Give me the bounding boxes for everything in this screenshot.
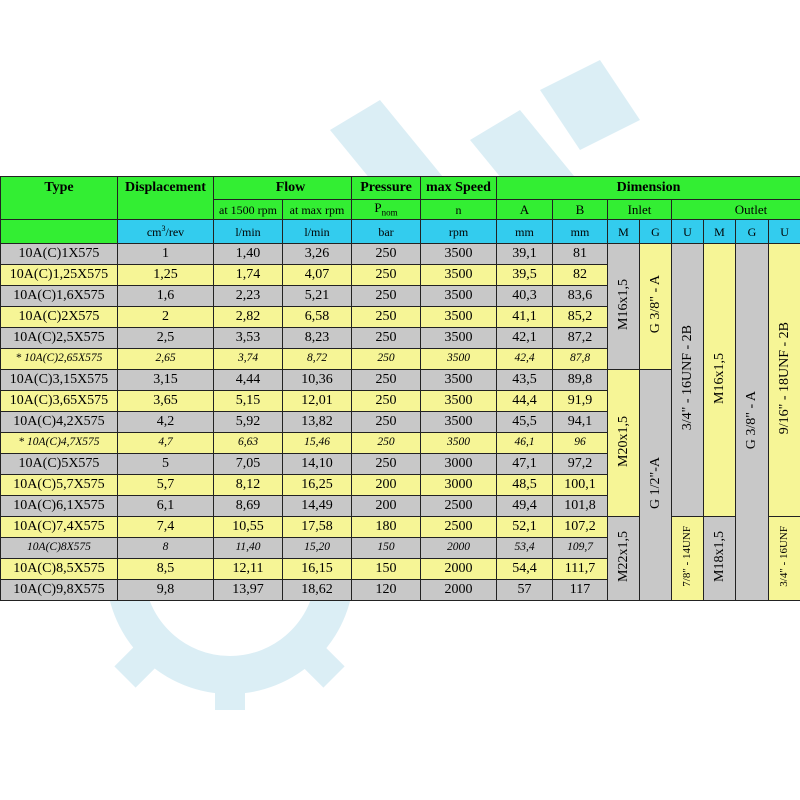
flow-max-cell: 12,01 [283, 391, 352, 412]
type-cell: * 10A(C)4,7X575 [1, 433, 118, 454]
outlet-u-label-1: 9/16" - 18UNF - 2B [776, 321, 792, 435]
displacement-cell: 1,6 [118, 286, 214, 307]
type-cell: 10A(C)2X575 [1, 307, 118, 328]
outlet-g-label-1: G 3/8" - A [744, 390, 759, 450]
dim-b-cell: 117 [553, 580, 608, 601]
type-header: Type [1, 177, 118, 220]
flow-max-cell: 16,15 [283, 559, 352, 580]
displacement-cell: 2,65 [118, 349, 214, 370]
displacement-cell: 5 [118, 454, 214, 475]
type-cell: 10A(C)9,8X575 [1, 580, 118, 601]
type-cell: 10A(C)5X575 [1, 454, 118, 475]
flow-max-cell: 17,58 [283, 517, 352, 538]
pressure-cell: 250 [352, 412, 421, 433]
flow-1500-cell: 6,63 [214, 433, 283, 454]
displacement-cell: 5,7 [118, 475, 214, 496]
dim-b-cell: 97,2 [553, 454, 608, 475]
displacement-cell: 6,1 [118, 496, 214, 517]
header-row-1 [1, 177, 800, 200]
dim-a-cell: 44,4 [497, 391, 553, 412]
flow-1500-cell: 7,05 [214, 454, 283, 475]
dim-b-cell: 85,2 [553, 307, 608, 328]
dim-a-cell: 42,4 [497, 349, 553, 370]
disp-unit-tail: /rev [165, 225, 185, 239]
dim-b-cell: 91,9 [553, 391, 608, 412]
pressure-header: Pressure [352, 177, 421, 200]
dim-a-header: A [497, 200, 553, 220]
dim-b-cell: 107,2 [553, 517, 608, 538]
dim-b-cell: 111,7 [553, 559, 608, 580]
outlet-g-group-1 [736, 244, 769, 601]
flow-1500-cell: 8,12 [214, 475, 283, 496]
dim-b-cell: 87,2 [553, 328, 608, 349]
speed-cell: 3500 [421, 244, 497, 265]
inlet-m-group-1 [608, 244, 640, 370]
displacement-unit [118, 220, 214, 244]
flow-max-cell: 3,26 [283, 244, 352, 265]
dim-b-cell: 82 [553, 265, 608, 286]
dim-a-cell: 57 [497, 580, 553, 601]
dim-b-cell: 94,1 [553, 412, 608, 433]
dim-a-cell: 41,1 [497, 307, 553, 328]
units-row [1, 220, 800, 244]
inlet-u-label-2: 7/8" - 14UNF [681, 526, 693, 587]
flow-1500-cell: 3,53 [214, 328, 283, 349]
inlet-m-unit: M [608, 220, 640, 244]
flow-max-cell: 14,10 [283, 454, 352, 475]
pressure-cell: 150 [352, 538, 421, 559]
flow-max-cell: 15,20 [283, 538, 352, 559]
flow-1500-cell: 4,44 [214, 370, 283, 391]
outlet-u-group-1 [769, 244, 800, 517]
outlet-u-label-2: 3/4" - 16UNF [778, 526, 791, 587]
speed-cell: 3500 [421, 328, 497, 349]
inlet-u-label-1: 3/4" - 16UNF - 2B [679, 325, 695, 431]
speed-cell: 3500 [421, 265, 497, 286]
outlet-u-group-2 [769, 517, 800, 601]
pressure-nominal-header [352, 200, 421, 220]
outlet-m-group-2 [704, 517, 736, 601]
dim-a-cell: 39,5 [497, 265, 553, 286]
pressure-cell: 250 [352, 307, 421, 328]
outlet-m-label-2: M18x1,5 [711, 531, 727, 582]
speed-cell: 3000 [421, 454, 497, 475]
type-cell: 10A(C)1,6X575 [1, 286, 118, 307]
displacement-cell: 1,25 [118, 265, 214, 286]
inlet-header: Inlet [608, 200, 672, 220]
flow-max-cell: 10,36 [283, 370, 352, 391]
table-row [1, 517, 800, 538]
dim-a-cell: 40,3 [497, 286, 553, 307]
pressure-cell: 200 [352, 496, 421, 517]
speed-cell: 2000 [421, 559, 497, 580]
displacement-cell: 3,65 [118, 391, 214, 412]
flow-1500-header: at 1500 rpm [214, 200, 283, 220]
flow-header: Flow [214, 177, 352, 200]
dim-a-cell: 39,1 [497, 244, 553, 265]
pressure-cell: 200 [352, 475, 421, 496]
displacement-cell: 8,5 [118, 559, 214, 580]
displacement-cell: 4,7 [118, 433, 214, 454]
flow-max-header: at max rpm [283, 200, 352, 220]
flow-1500-cell: 12,11 [214, 559, 283, 580]
type-cell: 10A(C)2,5X575 [1, 328, 118, 349]
pressure-cell: 250 [352, 244, 421, 265]
flow-1500-unit: l/min [214, 220, 283, 244]
displacement-cell: 2,5 [118, 328, 214, 349]
speed-cell: 2500 [421, 517, 497, 538]
speed-cell: 3500 [421, 286, 497, 307]
dim-a-unit: mm [497, 220, 553, 244]
inlet-m-label-3: M22x1,5 [615, 531, 631, 582]
flow-max-cell: 8,72 [283, 349, 352, 370]
dim-a-cell: 45,5 [497, 412, 553, 433]
flow-max-cell: 15,46 [283, 433, 352, 454]
flow-max-cell: 14,49 [283, 496, 352, 517]
table-row [1, 244, 800, 265]
dim-b-cell: 96 [553, 433, 608, 454]
pressure-cell: 180 [352, 517, 421, 538]
dim-a-cell: 48,5 [497, 475, 553, 496]
displacement-cell: 2 [118, 307, 214, 328]
outlet-g-unit: G [736, 220, 769, 244]
type-cell: 10A(C)7,4X575 [1, 517, 118, 538]
flow-1500-cell: 1,40 [214, 244, 283, 265]
flow-max-cell: 4,07 [283, 265, 352, 286]
max-speed-header: max Speed [421, 177, 497, 200]
dim-a-cell: 49,4 [497, 496, 553, 517]
flow-max-cell: 13,82 [283, 412, 352, 433]
flow-max-cell: 18,62 [283, 580, 352, 601]
speed-cell: 3000 [421, 475, 497, 496]
flow-max-cell: 5,21 [283, 286, 352, 307]
speed-unit: rpm [421, 220, 497, 244]
type-cell: 10A(C)5,7X575 [1, 475, 118, 496]
flow-1500-cell: 8,69 [214, 496, 283, 517]
type-cell: 10A(C)3,15X575 [1, 370, 118, 391]
dim-b-cell: 101,8 [553, 496, 608, 517]
inlet-u-group-1 [672, 244, 704, 517]
inlet-u-group-2 [672, 517, 704, 601]
flow-max-cell: 6,58 [283, 307, 352, 328]
type-cell: 10A(C)3,65X575 [1, 391, 118, 412]
type-cell: 10A(C)8,5X575 [1, 559, 118, 580]
dim-a-cell: 54,4 [497, 559, 553, 580]
dimension-header: Dimension [497, 177, 800, 200]
pressure-cell: 250 [352, 349, 421, 370]
pressure-cell: 150 [352, 559, 421, 580]
p-nom-sub: nom [381, 207, 398, 218]
flow-1500-cell: 5,92 [214, 412, 283, 433]
flow-1500-cell: 10,55 [214, 517, 283, 538]
speed-cell: 2000 [421, 580, 497, 601]
flow-1500-cell: 2,23 [214, 286, 283, 307]
speed-cell: 3500 [421, 391, 497, 412]
inlet-g-label-1: G 3/8" - A [647, 275, 663, 334]
outlet-u-unit: U [769, 220, 800, 244]
speed-cell: 2500 [421, 496, 497, 517]
dim-b-cell: 81 [553, 244, 608, 265]
inlet-g-unit: G [640, 220, 672, 244]
type-cell: 10A(C)8X575 [1, 538, 118, 559]
flow-1500-cell: 3,74 [214, 349, 283, 370]
disp-unit-base: cm [146, 225, 162, 239]
flow-max-unit: l/min [283, 220, 352, 244]
inlet-g-label-2: G 1/2"-A [647, 457, 663, 509]
type-cell: 10A(C)1X575 [1, 244, 118, 265]
inlet-m-group-2 [608, 370, 640, 517]
dim-a-cell: 46,1 [497, 433, 553, 454]
inlet-u-unit: U [672, 220, 704, 244]
pressure-cell: 250 [352, 286, 421, 307]
pressure-cell: 250 [352, 391, 421, 412]
inlet-m-group-3 [608, 517, 640, 601]
pump-spec-table [0, 176, 800, 601]
pressure-cell: 120 [352, 580, 421, 601]
pressure-cell: 250 [352, 370, 421, 391]
type-cell: * 10A(C)2,65X575 [1, 349, 118, 370]
inlet-g-group-1 [640, 244, 672, 370]
dim-a-cell: 53,4 [497, 538, 553, 559]
type-cell: 10A(C)1,25X575 [1, 265, 118, 286]
speed-cell: 3500 [421, 412, 497, 433]
flow-max-cell: 16,25 [283, 475, 352, 496]
displacement-cell: 1 [118, 244, 214, 265]
dim-a-cell: 47,1 [497, 454, 553, 475]
outlet-m-label-1: M16x1,5 [711, 352, 727, 404]
dim-a-cell: 52,1 [497, 517, 553, 538]
pressure-cell: 250 [352, 433, 421, 454]
flow-1500-cell: 11,40 [214, 538, 283, 559]
dim-b-cell: 87,8 [553, 349, 608, 370]
dim-b-unit: mm [553, 220, 608, 244]
type-unit-empty [1, 220, 118, 244]
flow-1500-cell: 2,82 [214, 307, 283, 328]
disp-unit-sup: 3 [161, 224, 166, 233]
pressure-cell: 250 [352, 454, 421, 475]
speed-cell: 3500 [421, 433, 497, 454]
inlet-m-label-2: M20x1,5 [615, 415, 631, 467]
pressure-cell: 250 [352, 265, 421, 286]
displacement-cell: 8 [118, 538, 214, 559]
speed-cell: 2000 [421, 538, 497, 559]
dim-a-cell: 42,1 [497, 328, 553, 349]
displacement-cell: 7,4 [118, 517, 214, 538]
inlet-g-group-2 [640, 370, 672, 601]
type-cell: 10A(C)4,2X575 [1, 412, 118, 433]
outlet-header: Outlet [672, 200, 800, 220]
flow-max-cell: 8,23 [283, 328, 352, 349]
dim-b-cell: 100,1 [553, 475, 608, 496]
dim-b-header: B [553, 200, 608, 220]
dim-a-cell: 43,5 [497, 370, 553, 391]
displacement-header: Displacement [118, 177, 214, 220]
speed-n-header: n [421, 200, 497, 220]
dim-b-cell: 89,8 [553, 370, 608, 391]
inlet-m-label-1: M16x1,5 [615, 279, 631, 330]
type-cell: 10A(C)6,1X575 [1, 496, 118, 517]
dim-b-cell: 83,6 [553, 286, 608, 307]
flow-1500-cell: 5,15 [214, 391, 283, 412]
speed-cell: 3500 [421, 370, 497, 391]
displacement-cell: 4,2 [118, 412, 214, 433]
dim-b-cell: 109,7 [553, 538, 608, 559]
displacement-cell: 3,15 [118, 370, 214, 391]
pressure-unit: bar [352, 220, 421, 244]
outlet-m-unit: M [704, 220, 736, 244]
flow-1500-cell: 1,74 [214, 265, 283, 286]
pressure-cell: 250 [352, 328, 421, 349]
speed-cell: 3500 [421, 349, 497, 370]
speed-cell: 3500 [421, 307, 497, 328]
flow-1500-cell: 13,97 [214, 580, 283, 601]
displacement-cell: 9,8 [118, 580, 214, 601]
outlet-m-group-1 [704, 244, 736, 517]
p-nom-base: P [374, 200, 382, 216]
